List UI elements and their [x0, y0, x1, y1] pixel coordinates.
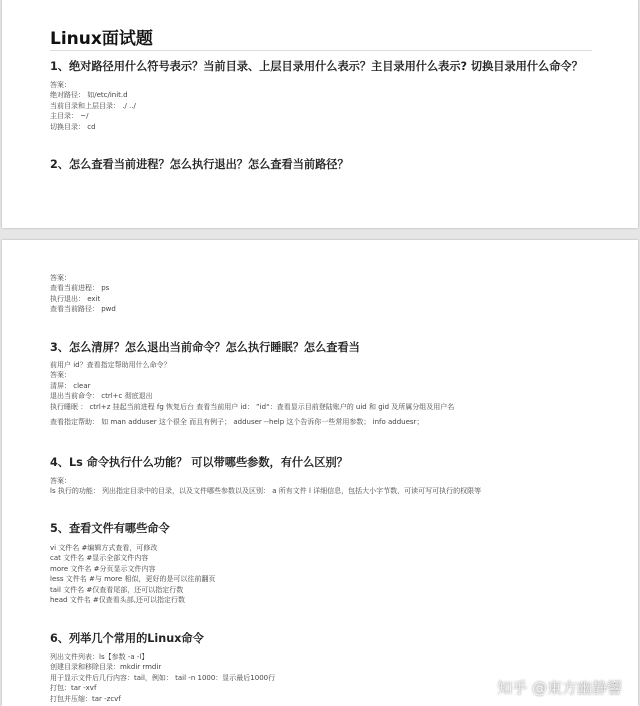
answer-line: 打包：tar -xvf — [50, 684, 97, 693]
question-2-heading: 2、怎么查看当前进程？怎么执行退出？怎么查看当前路径？ — [50, 158, 349, 171]
answer-line: 清屏： clear — [50, 381, 91, 390]
answer-line: 用于显示文件后几行内容：tail，例如： tail -n 1000：显示最后1000行 — [50, 673, 276, 682]
answer-line: more 文件名 #分页显示文件内容 — [50, 564, 156, 573]
answer-line: head 文件名 #仅查看头部,还可以指定行数 — [50, 596, 186, 605]
answer-line: 查看指定帮助： 如 man adduser 这个很全 而且有例子； adduser --help 这个告诉你一些常用参数； info adduesr； — [50, 418, 424, 427]
answer-line: 查看当前路径： pwd — [50, 305, 116, 314]
question-5-heading: 5、查看文件有哪些命令 — [50, 522, 170, 535]
answer-line: 切换目录： cd — [50, 122, 96, 131]
question-4-answer — [50, 476, 481, 497]
answer-line: 主目录： ~/ — [50, 112, 89, 121]
question-5-answer — [50, 543, 215, 605]
document-page-1 — [2, 0, 638, 228]
answer-line: 答案： — [50, 274, 71, 282]
answer-line: 前用户 id？查看指定帮助用什么命令？ — [50, 361, 171, 369]
answer-line: 绝对路径： 如/etc/init.d — [50, 91, 128, 100]
answer-line: 当前目录和上层目录： ./ ../ — [50, 101, 136, 110]
answer-line: 查看当前进程： ps — [50, 284, 110, 293]
answer-line: cat 文件名 #显示全部文件内容 — [50, 554, 149, 563]
question-1-answer — [50, 80, 136, 132]
question-3-answer — [50, 360, 454, 427]
watermark: 知乎 @東方幽静響 — [497, 679, 622, 697]
answer-line: 答案： — [50, 477, 71, 485]
answer-line: 执行退出： exit — [50, 294, 101, 303]
answer-line: ls 执行的功能： 列出指定目录中的目录，以及文件哪些参数以及区别： a 所有文件 l 详细信息，包括大小字节数，可读可写可执行的权限等 — [50, 487, 482, 496]
title-divider — [50, 50, 592, 51]
answer-line: 答案： — [50, 81, 71, 89]
question-2-answer — [50, 273, 116, 315]
answer-line: 列出文件列表：ls【参数 -a -l】 — [50, 653, 149, 661]
answer-line: tail 文件名 #仅查看尾部，还可以指定行数 — [50, 585, 184, 594]
question-6-answer — [50, 652, 275, 704]
answer-line: 创建目录和移除目录：mkdir rmdir — [50, 663, 162, 672]
answer-line: 打包并压缩：tar -zcvf — [50, 694, 121, 703]
answer-line: vi 文件名 #编辑方式查看，可修改 — [50, 544, 158, 552]
question-1-heading: 1、绝对路径用什么符号表示？当前目录、上层目录用什么表示？主目录用什么表示? 切换目录用什么命令？ — [50, 60, 583, 73]
question-4-heading: 4、Ls 命令执行什么功能？ 可以带哪些参数，有什么区别？ — [50, 456, 348, 469]
question-6-heading: 6、列举几个常用的Linux命令 — [50, 632, 204, 645]
answer-line: 退出当前命令： ctrl+c 彻底退出 — [50, 392, 153, 401]
document-title: Linux面试题 — [50, 29, 153, 49]
answer-line: 执行睡眠 ： ctrl+z 挂起当前进程 fg 恢复后台 查看当前用户 id： ”id“：查看显示目前登陆账户的 uid 和 gid 及所属分组及用户名 — [50, 402, 455, 411]
question-3-heading: 3、怎么清屏？怎么退出当前命令？怎么执行睡眠？怎么查看当 — [50, 341, 360, 354]
answer-line: 答案： — [50, 371, 71, 380]
answer-line: less 文件名 #与 more 相似，更好的是可以往前翻页 — [50, 575, 216, 584]
document-page-2 — [2, 240, 638, 706]
